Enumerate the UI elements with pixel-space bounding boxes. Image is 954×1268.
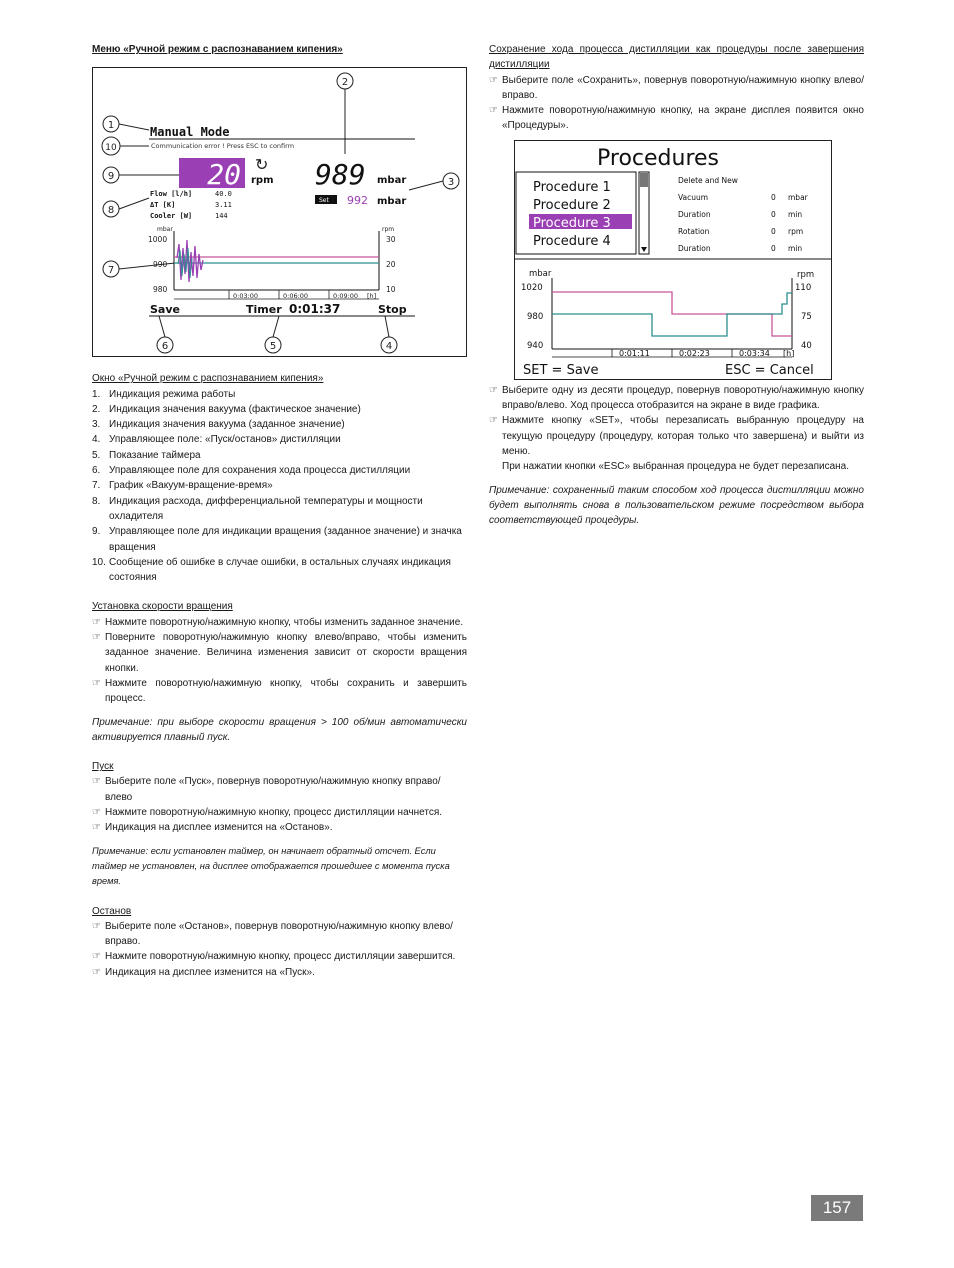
callout-4: 4 [385,341,393,353]
page-number: 157 [811,1195,863,1221]
param-rotation-value[interactable]: 0 [771,226,776,236]
rpm-unit: rpm [251,175,274,187]
procedures-title: Procedures [597,145,719,171]
start-note: Примечание: если установлен таймер, он начинает обратный отсчет. Если таймер не установлен, на дисплее отображается прошедшее с момента пуска время. [92,845,450,887]
x-tick-1: 0:03:00 [233,292,259,301]
list-item: 8. Индикация расхода, дифференциальной температуры и мощности охладителя [92,495,423,522]
hand-pointer-icon: ☞ [489,105,498,117]
bullet-item: ☞ Нажмите поворотную/нажимную кнопку, чтобы сохранить и завершить процесс. [92,676,467,707]
x-tick-2: 0:02:23 [679,348,710,358]
procedure-item-1[interactable]: Procedure 1 [533,179,611,195]
start-section-title: Пуск [92,761,114,773]
procedure-item-2[interactable]: Procedure 2 [533,197,611,213]
manual-mode-display [93,68,466,356]
x-tick-3: 0:03:34 [739,348,770,358]
legend-title: Окно «Ручной режим с распознаванием кипения» [92,373,324,385]
y-left-980: 980 [527,311,544,322]
callout-7: 7 [107,265,115,277]
x-tick-3: 0:09:00 [333,292,359,301]
hand-pointer-icon: ☞ [92,920,101,932]
error-message: Communication error ! Press ESC to confirm [151,142,295,151]
graph-unit-rpm: rpm [382,226,395,234]
bullet-item: ☞ Выберите поле «Пуск», повернув поворотную/нажимную кнопку вправо/влево [92,774,467,805]
esc-cancel-button[interactable]: ESC = Cancel [725,362,814,378]
delta-t-label: ΔT [K] [150,201,176,210]
y-right-110: 110 [795,282,812,293]
figure-manual-mode-screen [92,67,467,357]
procedure-note: Примечание: сохраненный таким способом ход процесса дистилляции можно будет выполнять снова в пользовательском режиме посредством выбора соответствующей процедуры. [489,484,864,527]
list-item: 10. Сообщение об ошибке в случае ошибки, в остальных случаях индикация состояния [92,556,451,584]
hand-pointer-icon: ☞ [489,415,498,427]
rotation-icon: ↻ [255,155,269,175]
bullet-item: ☞ Нажмите поворотную/нажимную кнопку, процесс дистилляции завершится. [92,949,467,964]
y-right-75: 75 [801,311,812,322]
graph-unit-mbar: mbar [157,226,173,234]
x-unit: [h] [783,348,795,358]
hand-pointer-icon: ☞ [92,677,101,689]
callout-8: 8 [107,205,115,217]
figure-procedures-screen [514,140,832,380]
hand-pointer-icon: ☞ [489,384,498,396]
param-duration1-name: Duration [678,209,711,219]
flow-label: Flow [l/h] [150,190,193,199]
set-label: Set [319,197,329,205]
speed-section-title: Установка скорости вращения [92,601,233,613]
speed-note: Примечание: при выборе скорости вращения > 100 об/мин автоматически активируется плавный пуск. [92,716,467,743]
hand-pointer-icon: ☞ [92,616,101,628]
save-button[interactable]: Save [150,303,180,317]
y-left-1020: 1020 [521,282,543,293]
bullet-item: ☞ Выберите одну из десяти процедур, повернув поворотную/нажимную кнопку вправо/влево. Ход процесса отобразится на экране в виде графика. [489,383,864,414]
y-left-990: 990 [153,260,168,270]
bullet-item: ☞ Нажмите кнопку «SET», чтобы перезаписать выбранную процедуру на текущую процедуру (процедуру, которая только что завершена) и выйти из меню. [489,413,864,459]
bullet-item: ☞ Выберите поле «Сохранить», повернув поворотную/нажимную кнопку влево/вправо. [489,73,864,104]
y-right-40: 40 [801,340,812,351]
delete-and-new[interactable]: Delete and New [678,175,738,185]
param-duration2-value[interactable]: 0 [771,243,776,253]
procedure-item-4[interactable]: Procedure 4 [533,233,611,249]
set-save-button[interactable]: SET = Save [523,362,599,378]
bullet-item: ☞ Нажмите поворотную/нажимную кнопку, на экране дисплея появится окно «Процедуры». [489,103,864,134]
list-item: 2. Индикация значения вакуума (фактическое значение) [92,403,361,415]
param-vacuum-name: Vacuum [678,192,709,202]
bullet-item: ☞ Индикация на дисплее изменится на «Пуск». [92,965,467,980]
vacuum-actual-unit: mbar [377,175,407,187]
x-tick-2: 0:06:00 [283,292,309,301]
list-item: 6. Управляющее поле для сохранения хода процесса дистилляции [92,465,411,477]
hand-pointer-icon: ☞ [92,951,101,963]
param-rotation-name: Rotation [678,226,710,236]
stop-section-title: Останов [92,905,132,917]
param-vacuum-value[interactable]: 0 [771,192,776,202]
param-duration2-unit: min [788,243,803,253]
hand-pointer-icon: ☞ [92,632,101,644]
param-rotation-unit: rpm [788,226,804,236]
hand-pointer-icon: ☞ [489,74,498,86]
param-duration2-name: Duration [678,243,711,253]
y-right-30: 30 [386,235,396,245]
graph-unit-mbar: mbar [529,268,552,279]
bullet-item: ☞ Выберите поле «Останов», повернув поворотную/нажимную кнопку влево/вправо. [92,919,467,950]
bullet-item: ☞ Индикация на дисплее изменится на «Останов». [92,820,467,835]
list-item: 3. Индикация значения вакуума (заданное значение) [92,419,345,431]
rpm-value: 20 [207,158,241,192]
y-left-940: 940 [527,340,544,351]
vacuum-rotation-time-graph [148,226,396,300]
param-duration1-value[interactable]: 0 [771,209,776,219]
scroll-down-icon[interactable] [641,247,647,252]
hand-pointer-icon: ☞ [92,807,101,819]
vacuum-set-value[interactable]: 992 [347,194,368,208]
cooler-label: Cooler [W] [150,212,193,221]
hand-pointer-icon: ☞ [92,966,101,978]
timer-label[interactable]: Timer [246,303,282,317]
callout-3: 3 [447,177,455,189]
y-right-20: 20 [386,260,396,270]
list-item: 9. Управляющее поле для индикации вращения (заданное значение) и значка вращения [92,526,462,553]
callout-5: 5 [269,341,277,353]
legend-list [92,387,467,586]
x-tick-1: 0:01:11 [619,348,650,358]
callout-9: 9 [107,171,115,183]
cooler-value: 144 [215,212,228,221]
hand-pointer-icon: ☞ [92,822,101,834]
procedures-display [515,141,831,379]
hand-pointer-icon: ☞ [92,776,101,788]
graph-unit-rpm: rpm [797,269,815,280]
bullet-item: ☞ Нажмите поворотную/нажимную кнопку, чтобы изменить заданное значение. [92,615,467,630]
list-item: 4. Управляющее поле: «Пуск/останов» дистилляции [92,434,341,446]
callout-2: 2 [341,77,349,89]
param-duration1-unit: min [788,209,803,219]
list-item: 1. Индикация режима работы [92,388,236,400]
callout-10: 10 [105,143,117,154]
procedure-item-3[interactable]: Procedure 3 [533,215,611,231]
mode-title: Manual Mode [150,125,230,140]
bullet-item: ☞ Поверните поворотную/нажимную кнопку влево/вправо, чтобы изменить заданное значение. Величина изменения зависит от скорости вращения кнопки. [92,630,467,676]
y-left-1000: 1000 [148,235,168,245]
timer-value: 0:01:37 [289,302,341,317]
y-left-980: 980 [153,285,168,295]
bullet-item: ☞ Нажмите поворотную/нажимную кнопку, процесс дистилляции начнется. [92,805,467,820]
section-heading-manual-mode: Меню «Ручной режим с распознаванием кипения» [92,44,343,55]
save-section-title: Сохранение хода процесса дистилляции как процедуры после завершения дистилляции [489,44,864,71]
delta-t-value: 3.11 [215,201,232,210]
left-column [92,42,467,980]
procedure-graph [521,269,814,358]
right-column [489,42,864,528]
y-right-10: 10 [386,285,396,295]
stop-button[interactable]: Stop [378,303,407,317]
x-unit: [h] [367,292,377,301]
list-item: 7. График «Вакуум-вращение-время» [92,480,273,492]
list-item: 5. Показание таймера [92,449,201,461]
flow-value: 40.0 [215,190,232,199]
callout-6: 6 [161,341,169,353]
param-vacuum-unit: mbar [788,192,808,202]
esc-note: При нажатии кнопки «ESC» выбранная процедура не будет перезаписана. [502,461,850,473]
vacuum-set-unit: mbar [377,196,407,208]
vacuum-actual-value: 989 [315,158,366,192]
callout-1: 1 [107,120,115,132]
